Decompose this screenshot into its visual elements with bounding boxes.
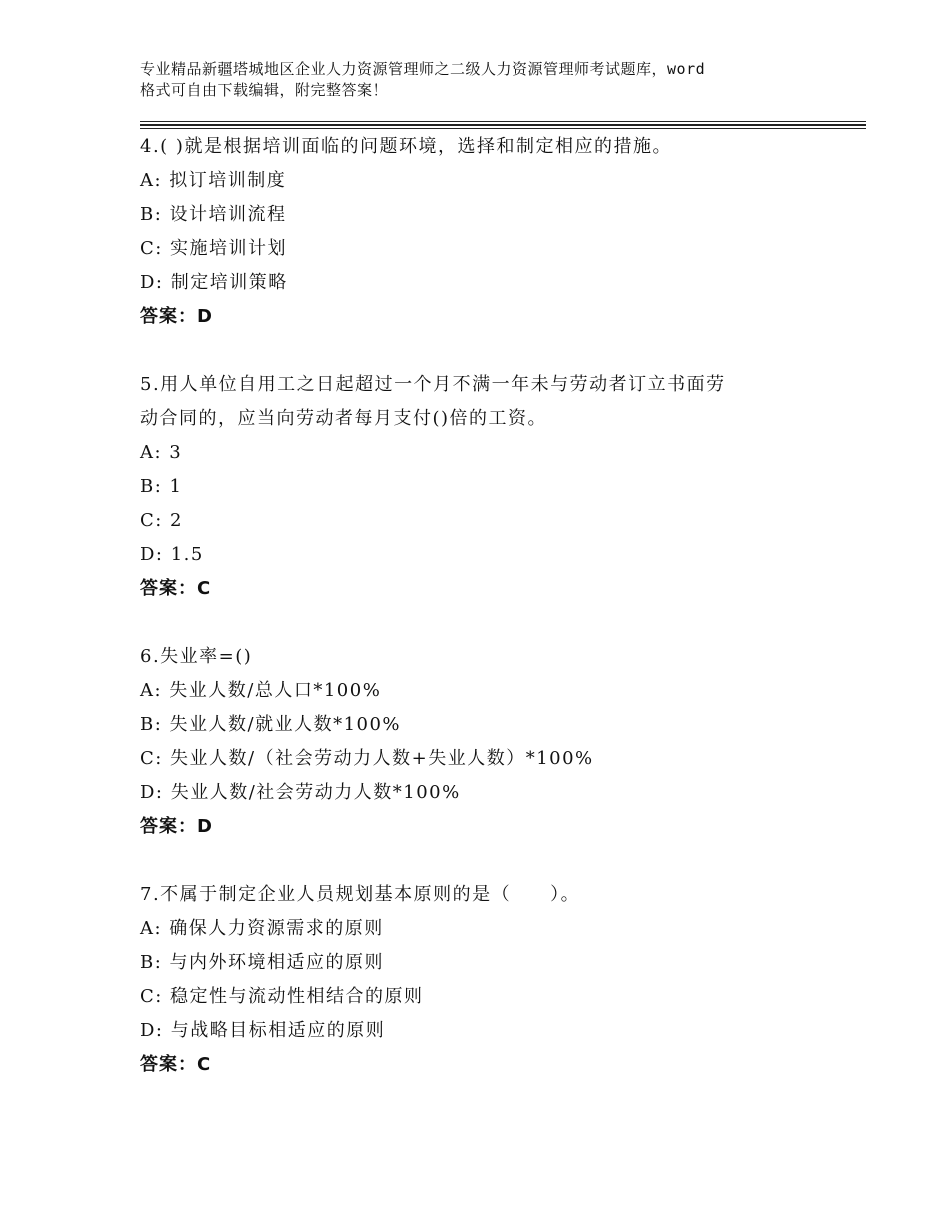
- option-b: B: 1: [140, 476, 183, 497]
- option-b: B: 与内外环境相适应的原则: [140, 952, 385, 973]
- option-d: D: 1.5: [140, 544, 204, 565]
- option-b: B: 失业人数/就业人数*100%: [140, 714, 402, 735]
- header-divider-middle: [140, 124, 866, 126]
- question-6: [140, 640, 840, 844]
- question-text: 4.( )就是根据培训面临的问题环境，选择和制定相应的措施。: [140, 136, 672, 157]
- answer-label: 答案：C: [140, 578, 212, 599]
- option-c: C: 失业人数/（社会劳动力人数+失业人数）*100%: [140, 748, 594, 769]
- option-d: D: 失业人数/社会劳动力人数*100%: [140, 782, 461, 803]
- header-divider-bottom: [140, 128, 866, 129]
- question-text: 6.失业率=(): [140, 646, 253, 667]
- question-text-line-1: 5.用人单位自用工之日起超过一个月不满一年未与劳动者订立书面劳: [140, 374, 726, 395]
- option-b: B: 设计培训流程: [140, 204, 287, 225]
- answer-label: 答案：C: [140, 1054, 212, 1075]
- document-header: [140, 59, 840, 101]
- header-line-2: 格式可自由下载编辑，附完整答案！: [140, 81, 389, 99]
- question-list: [140, 130, 840, 1082]
- question-5: [140, 368, 840, 606]
- header-line-1: 专业精品新疆塔城地区企业人力资源管理师之二级人力资源管理师考试题库，word: [140, 60, 706, 78]
- question-text: 7.不属于制定企业人员规划基本原则的是（ ）。: [140, 884, 581, 905]
- option-a: A: 拟订培训制度: [140, 170, 287, 191]
- option-c: C: 2: [140, 510, 184, 531]
- question-gap: [140, 844, 840, 878]
- header-divider-top: [140, 121, 866, 122]
- question-text-line-2: 动合同的，应当向劳动者每月支付()倍的工资。: [140, 408, 548, 429]
- option-a: A: 3: [140, 442, 183, 463]
- question-7: [140, 878, 840, 1082]
- option-a: A: 失业人数/总人口*100%: [140, 680, 382, 701]
- question-gap: [140, 606, 840, 640]
- option-d: D: 制定培训策略: [140, 272, 288, 293]
- option-a: A: 确保人力资源需求的原则: [140, 918, 384, 939]
- question-4: [140, 130, 840, 334]
- answer-label: 答案：D: [140, 306, 213, 327]
- answer-label: 答案：D: [140, 816, 213, 837]
- option-c: C: 实施培训计划: [140, 238, 288, 259]
- option-d: D: 与战略目标相适应的原则: [140, 1020, 386, 1041]
- question-gap: [140, 334, 840, 368]
- option-c: C: 稳定性与流动性相结合的原则: [140, 986, 424, 1007]
